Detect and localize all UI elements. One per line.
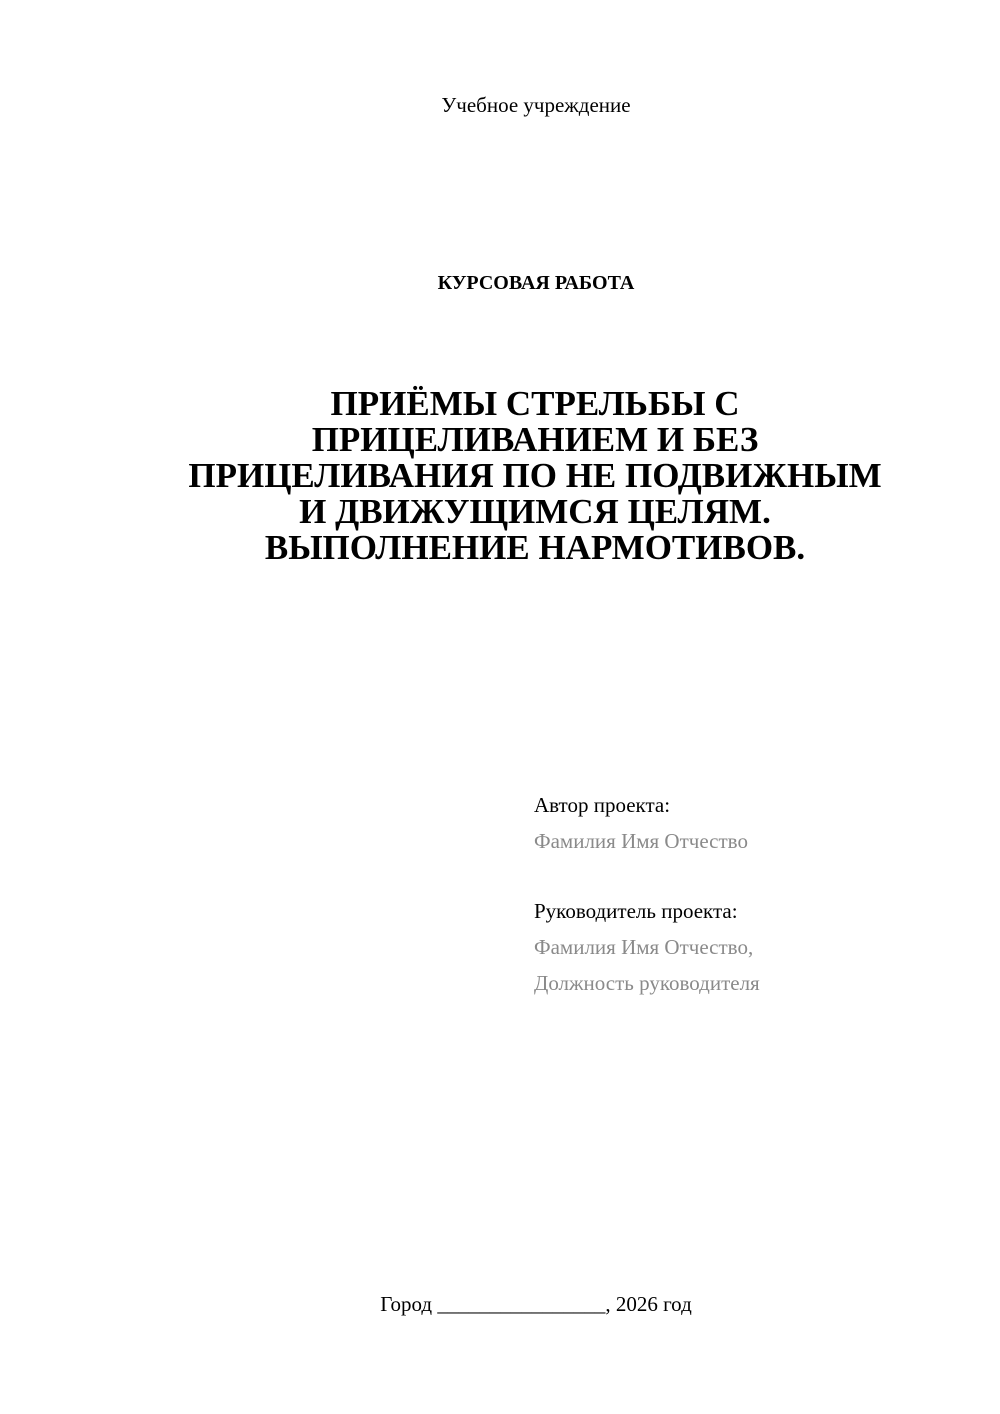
institution-name: Учебное учреждение [441,93,631,117]
title-line: ВЫПОЛНЕНИЕ НАРМОТИВОВ. [264,528,806,567]
supervisor-label: Руководитель проекта: [534,899,738,923]
city-year-line: Город ________________, 2026 год [380,1292,692,1316]
title-line: И ДВИЖУЩИМСЯ ЦЕЛЯМ. [299,492,771,531]
document-type: КУРСОВАЯ РАБОТА [437,272,635,294]
author-block [534,787,748,859]
work-title [130,386,940,566]
author-label: Автор проекта: [534,793,671,817]
author-name: Фамилия Имя Отчество [534,829,748,853]
supervisor-name: Фамилия Имя Отчество, [534,935,754,959]
supervisor-position: Должность руководителя [534,971,760,995]
title-line: ПРИЁМЫ СТРЕЛЬБЫ С [330,384,740,423]
title-line: ПРИЦЕЛИВАНИЯ ПО НЕ ПОДВИЖНЫМ [188,456,882,495]
supervisor-block [534,893,760,1001]
title-line: ПРИЦЕЛИВАНИЕМ И БЕЗ [311,420,759,459]
